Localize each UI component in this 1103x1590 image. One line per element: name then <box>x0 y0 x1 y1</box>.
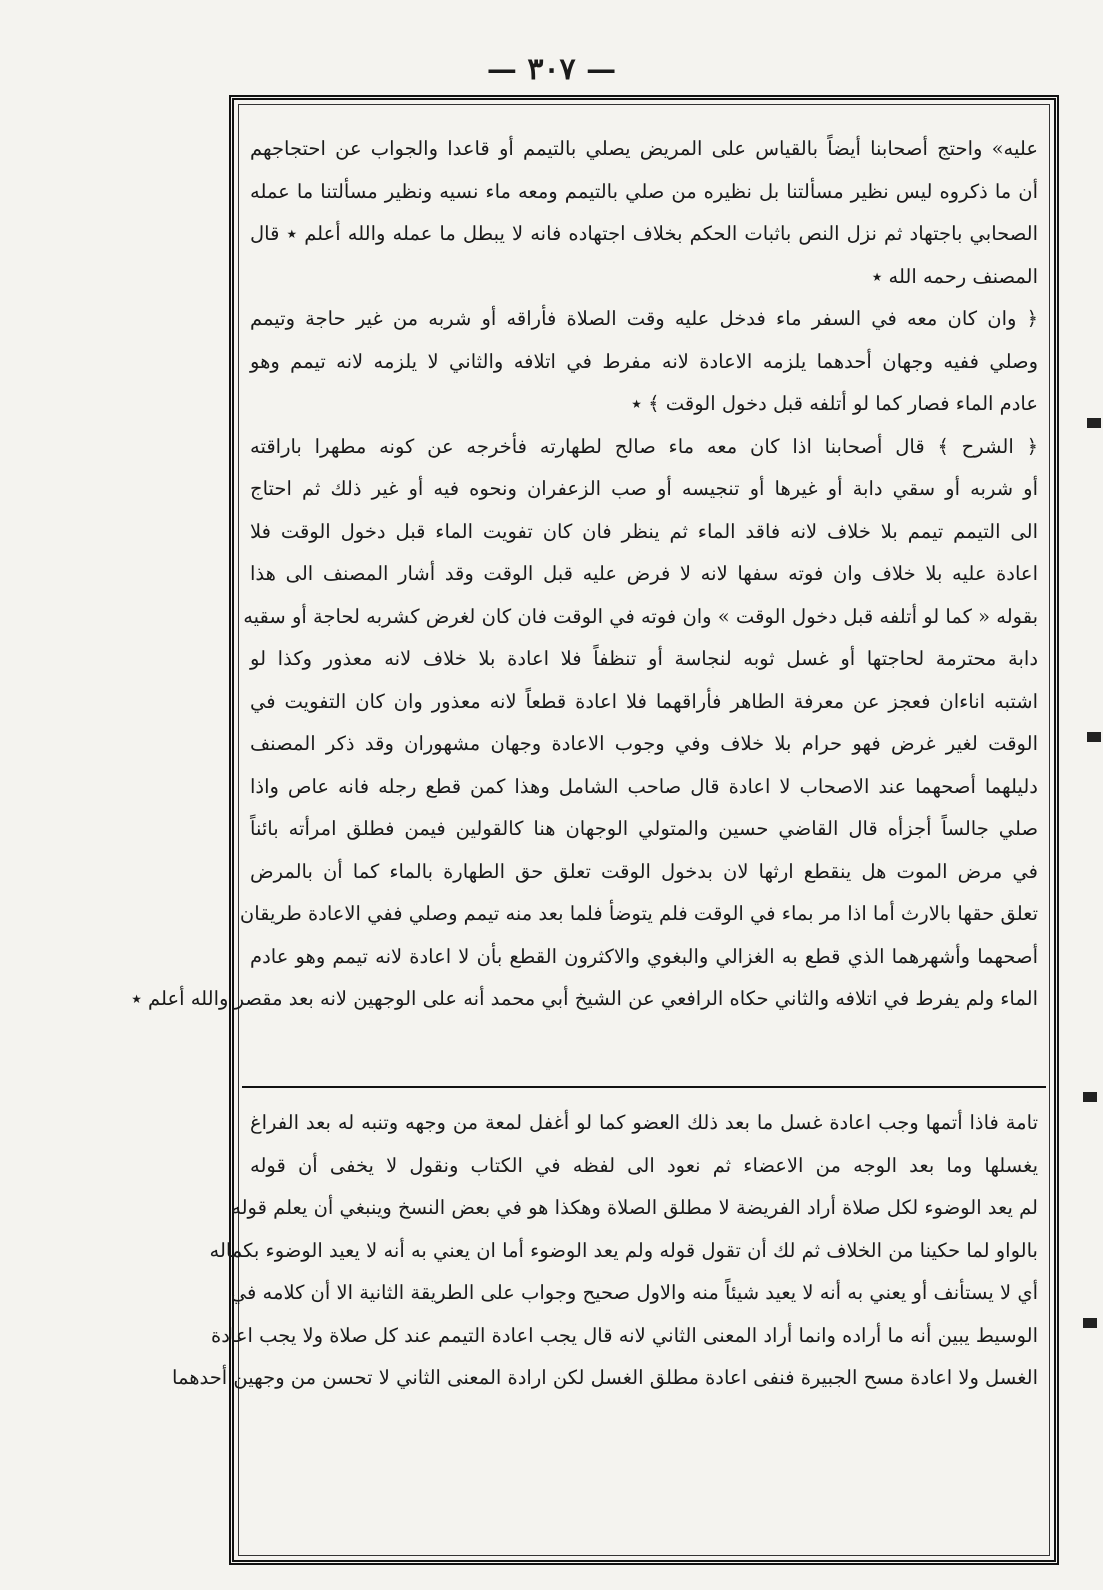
main-text <box>131 128 1038 1021</box>
main-line: في مرض الموت هل ينقطع ارثها لان بدخول الوقت تعلق حق الطهارة بالماء كما أن بالمرض <box>250 859 1038 883</box>
text-frame <box>131 95 1059 1565</box>
main-line: عادم الماء فصار كما لو أتلفه قبل دخول الوقت ﴾ ٭ <box>631 392 1038 415</box>
footnote-line: بالواو لما حكينا من الخلاف ثم لك أن تقول قوله ولم يعد الوضوء أما ان يعني به أنه لا يعيد الوضوء بكماله <box>209 1238 1038 1262</box>
main-line: أو شربه أو سقي دابة أو غيرها أو تنجيسه أو صب الزعفران ونحوه فيه أو غير ذلك ثم احتاج <box>250 477 1038 500</box>
footnote-text <box>172 1102 1038 1400</box>
main-line: أصحهما وأشهرهما الذي قطع به الغزالي والبغوي والاكثرون القطع بأن لا اعادة لانه تيمم وهو عادم <box>250 944 1038 968</box>
main-line: اشتبه اناءان فعجز عن معرفة الطاهر فأراقهما فلا اعادة قطعاً لانه معذور وان كان التفويت في <box>250 689 1038 713</box>
main-line: وصلي ففيه وجهان أحدهما يلزمه الاعادة لانه مفرط في اتلافه والثاني لا يلزمه لانه تيمم وهو <box>250 349 1038 373</box>
main-line: اعادة عليه بلا خلاف وان فوته سفها لانه لا فرض عليه قبل الوقت وقد أشار المصنف الى هذا <box>250 562 1038 585</box>
footnote-line: أي لا يستأنف أو يعني به أنه لا يعيد شيئاً منه والاول صحيح وجواب على الطريقة الثانية الا أن كلامه في <box>230 1281 1038 1304</box>
main-line: دليلهما أصحهما عند الاصحاب لا اعادة قال صاحب الشامل وهذا كمن قطع رجله فانه عاص واذا <box>250 774 1038 798</box>
main-line: الماء ولم يفرط في اتلافه والثاني حكاه الرافعي عن الشيخ أبي محمد أنه على الوجهين لانه بعد مقصر والله أعلم ٭ <box>131 987 1038 1010</box>
footnote-line: لم يعد الوضوء لكل صلاة أراد الفريضة لا مطلق الصلاة وهكذا هو في بعض النسخ وينبغي أن يعلم قوله <box>231 1196 1038 1219</box>
margin-mark <box>1087 732 1101 742</box>
margin-mark <box>1083 1318 1097 1328</box>
margin-mark <box>1087 418 1101 428</box>
main-line: صلي جالساً أجزأه قال القاضي حسين والمتولي الوجهان هنا كالقولين فيمن فطلق امرأته بائناً <box>250 817 1038 840</box>
main-line: المصنف رحمه الله ٭ <box>871 264 1038 288</box>
footnote-line: الغسل ولا اعادة مسح الجبيرة فنفى اعادة مطلق الغسل لكن ارادة المعنى الثاني لا تحسن من وجهين أحدهما <box>172 1366 1038 1389</box>
footnote-separator <box>242 1086 1046 1088</box>
main-line: ﴿ الشرح ﴾ قال أصحابنا اذا كان معه ماء صالح لطهارته فأخرجه عن كونه مطهرا باراقته <box>250 434 1038 458</box>
main-line: أن ما ذكروه ليس نظير مسألتنا بل نظيره من صلي بالتيمم ومعه ماء نسيه ونظير مسألتنا ما عمله <box>250 179 1038 203</box>
main-line: الوقت لغير غرض فهو حرام بلا خلاف وفي وجوب الاعادة وجهان مشهوران وقد ذكر المصنف <box>250 732 1038 755</box>
main-line: الى التيمم تيمم بلا خلاف لانه فاقد الماء ثم ينظر فان كان تفويت الماء قبل دخول الوقت فلا <box>250 519 1038 543</box>
main-line: الصحابي باجتهاد ثم نزل النص باثبات الحكم بخلاف اجتهاده فانه لا يبطل ما عمله والله أعلم ٭ قال <box>250 222 1038 245</box>
main-line: تعلق حقها بالارث أما اذا مر بماء في الوقت فلم يتوضأ فلما بعد منه تيمم وصلي ففي الاعادة طريقان <box>239 902 1038 925</box>
main-line: عليه» واحتج أصحابنا أيضاً بالقياس على المريض يصلي بالتيمم أو قاعدا والجواب عن احتجاجهم <box>250 137 1038 160</box>
main-line: بقوله « كما لو أتلفه قبل دخول الوقت » وان فوته في الوقت فان كان لغرض كشربه لحاجة أو سقيه <box>243 604 1038 628</box>
main-line: دابة محترمة لحاجتها أو غسل ثوبه لنجاسة أو تنظفاً فلا اعادة بلا خلاف لانه معذور وكذا لو <box>250 647 1038 670</box>
margin-mark <box>1083 1092 1097 1102</box>
footnote-line: يغسلها وما بعد الوجه من الاعضاء ثم نعود الى لفظه في الكتاب ونقول لا يخفى أن قوله <box>250 1153 1038 1177</box>
footnote-line: الوسيط يبين أنه ما أراده وانما أراد المعنى الثاني لانه قال يجب اعادة التيمم عند كل صلاة ولا يجب اعادة <box>211 1323 1038 1347</box>
footnote-line: تامة فاذا أتمها وجب اعادة غسل ما بعد ذلك العضو كما لو أغفل لمعة من وجهه وتنبه له بعد الفراغ <box>250 1111 1038 1134</box>
page-number: — ٣٠٧ — <box>486 52 617 87</box>
main-line: ﴿ وان كان معه في السفر ماء فدخل عليه وقت الصلاة فأراقه أو شربه من غير حاجة وتيمم <box>250 307 1038 330</box>
